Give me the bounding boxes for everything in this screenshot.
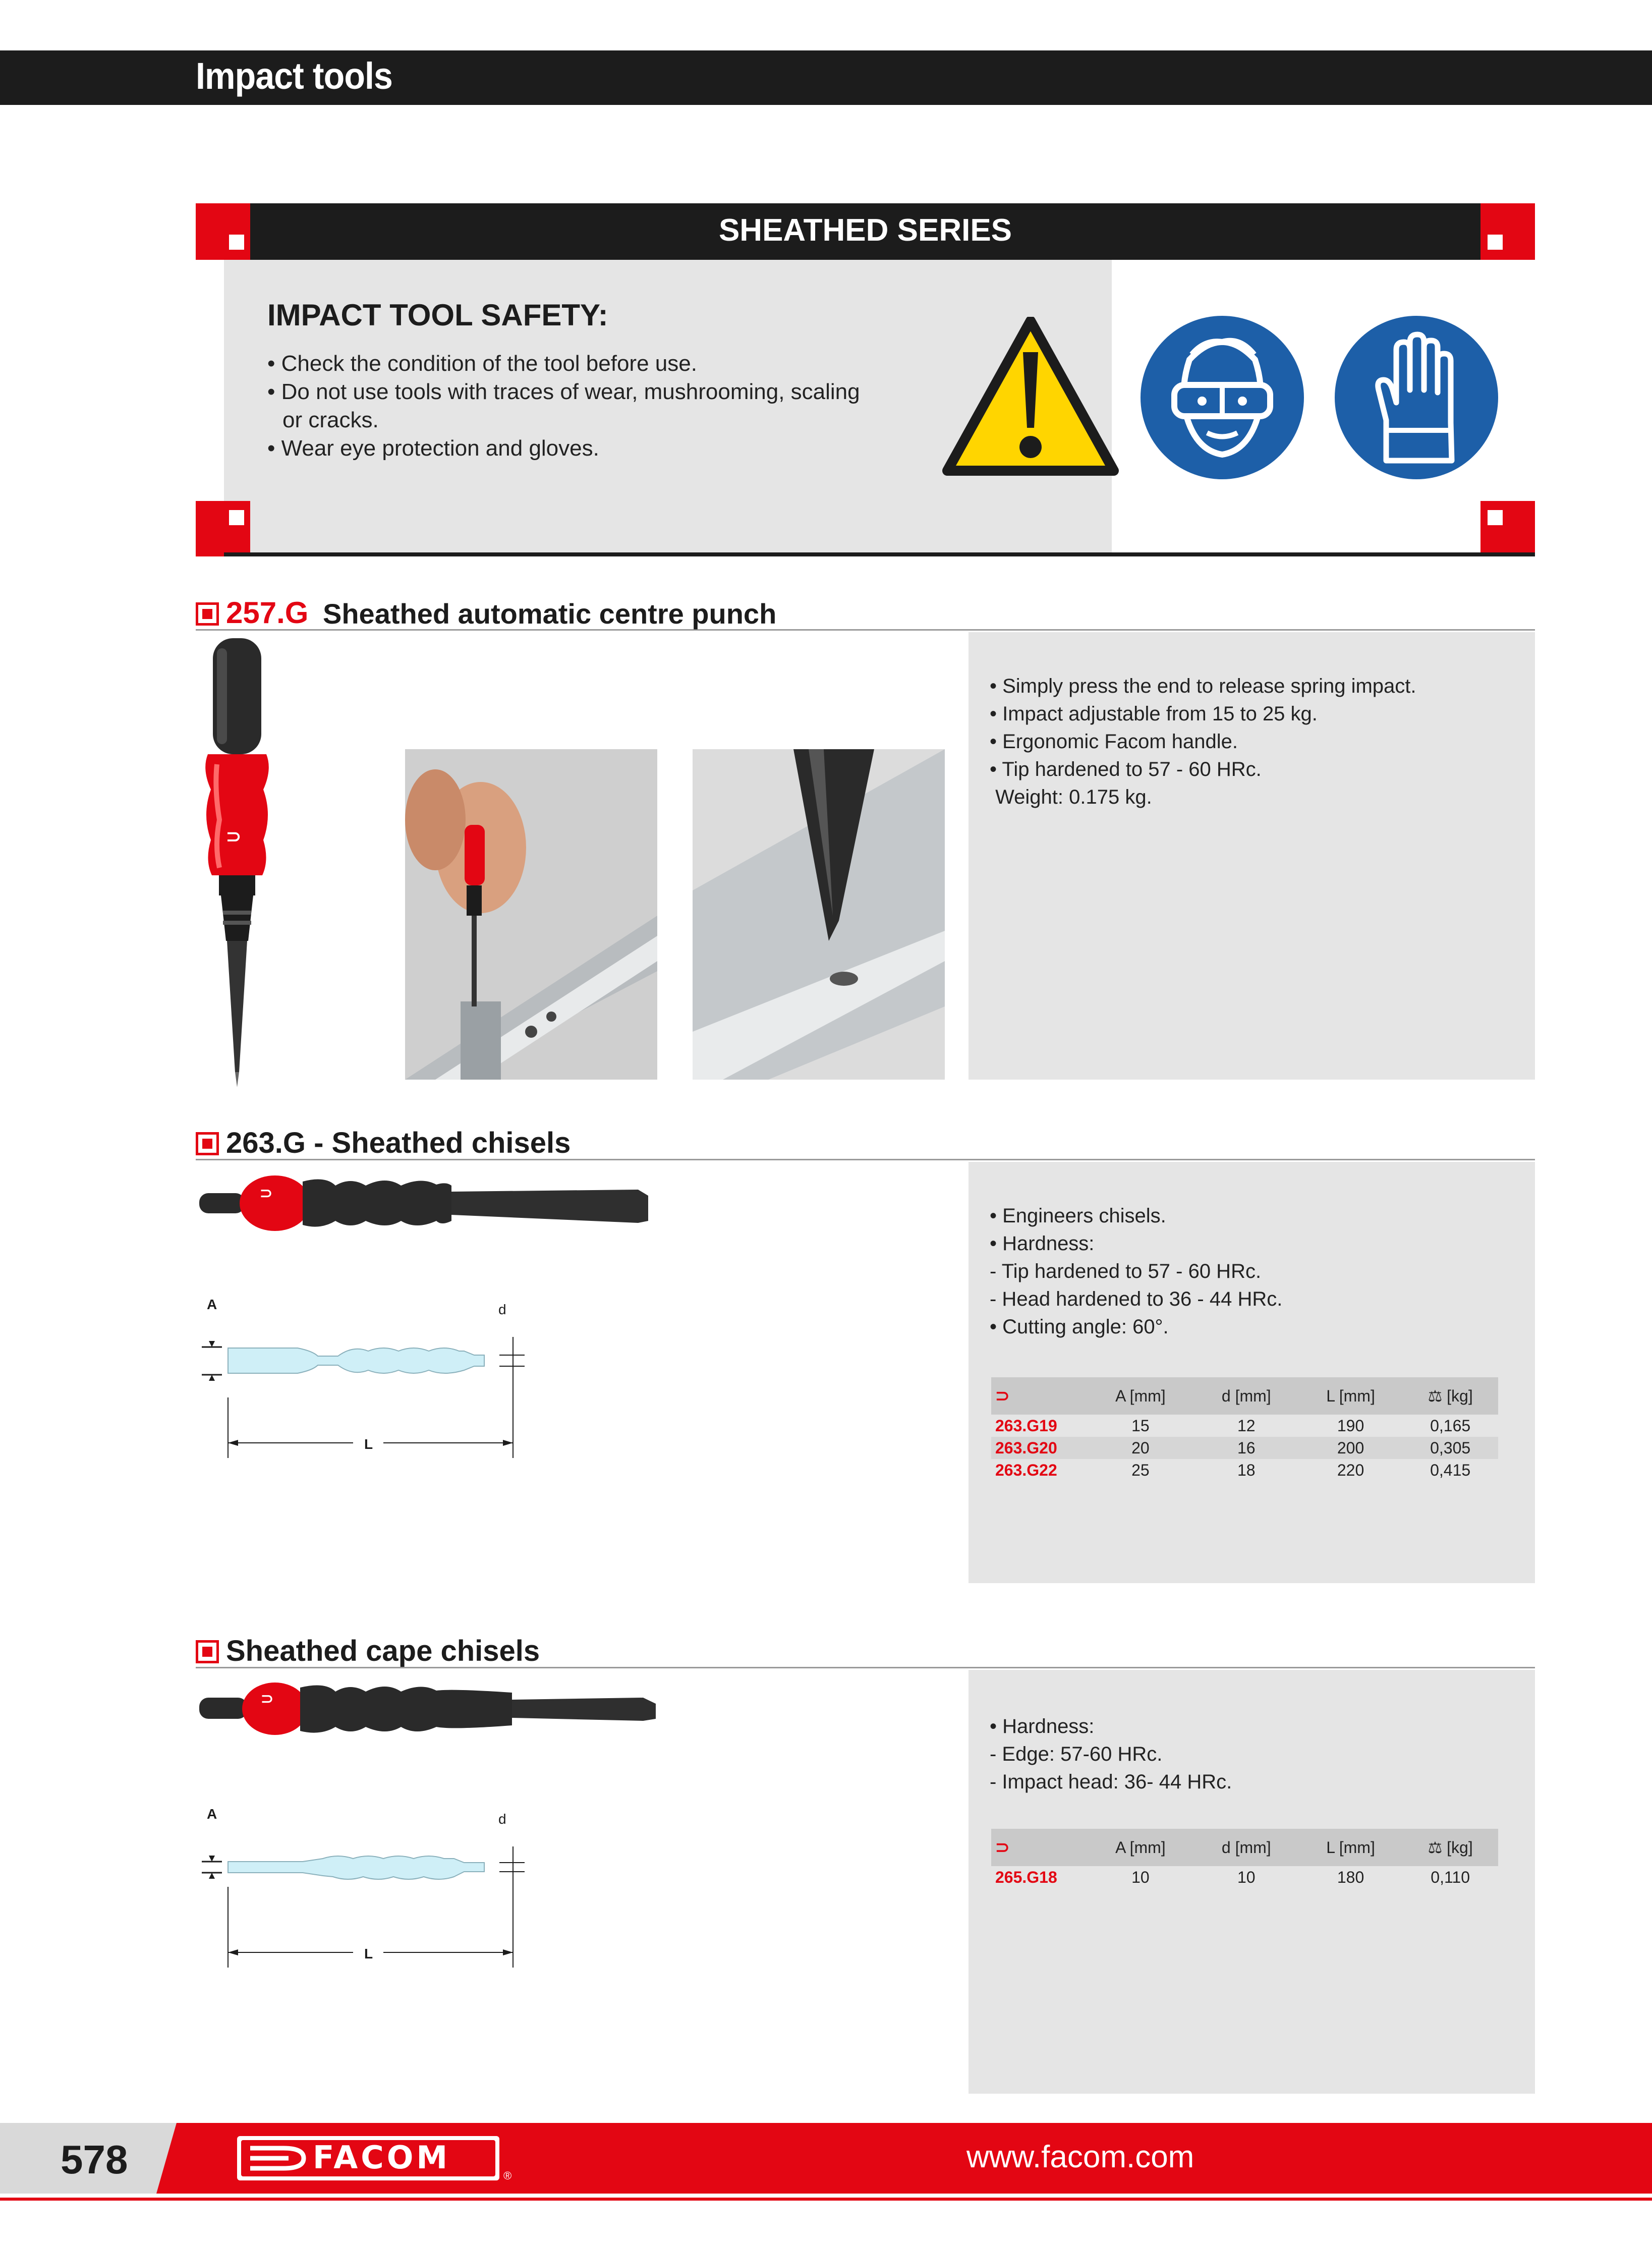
table-cell: 0,110: [1431, 1868, 1470, 1886]
desc-line: - Impact head: 36- 44 HRc.: [990, 1771, 1232, 1793]
cape-chisel-image: [199, 1677, 663, 1738]
facom-ref-icon: ⊃: [991, 1829, 1087, 1866]
table-cell: 12: [1237, 1416, 1256, 1435]
table-cell: 10: [1131, 1868, 1150, 1886]
punch-tip-photo: [693, 749, 945, 1080]
ref-cell: 263.G20: [991, 1437, 1087, 1459]
dim-label-a: A: [207, 1297, 217, 1312]
table-cell: 220: [1337, 1461, 1364, 1479]
desc-line: Weight: 0.175 kg.: [990, 786, 1152, 808]
product-code: 257.G: [226, 596, 309, 630]
desc-line: • Impact adjustable from 15 to 25 kg.: [990, 703, 1318, 725]
safety-box: [196, 203, 1535, 556]
weight-icon: ⚖: [1428, 1838, 1447, 1857]
desc-line: • Engineers chisels.: [990, 1205, 1166, 1227]
page-number: 578: [61, 2137, 128, 2182]
facom-mark-icon: [248, 2143, 309, 2173]
table-cell: 15: [1131, 1416, 1150, 1435]
safety-item: • Do not use tools with traces of wear, mushrooming, scaling or cracks.: [267, 379, 860, 432]
col-header: [kg]: [1447, 1838, 1473, 1857]
col-header: L [mm]: [1299, 1829, 1402, 1866]
desc-line: - Edge: 57-60 HRc.: [990, 1743, 1163, 1765]
centre-punch-image: [187, 638, 288, 1092]
brand-name: FACOM: [313, 2139, 451, 2176]
chisels-spec-table: [991, 1377, 1498, 1481]
desc-line: - Tip hardened to 57 - 60 HRc.: [990, 1260, 1262, 1282]
svg-text:⊃: ⊃: [261, 1691, 274, 1707]
corner-top-left: [196, 203, 250, 260]
table-row: [991, 1459, 1498, 1481]
safety-list: [267, 350, 873, 463]
table-cell: 25: [1131, 1461, 1150, 1479]
dim-label-d: d: [498, 1811, 506, 1827]
col-header: L [mm]: [1299, 1377, 1402, 1415]
dim-label-l: L: [364, 1946, 373, 1961]
facom-logo: [237, 2136, 512, 2182]
page-header: [0, 50, 1652, 105]
table-cell: 18: [1237, 1461, 1256, 1479]
product-name: Sheathed automatic centre punch: [323, 598, 777, 630]
series-banner: [196, 203, 1535, 260]
corner-top-right: [1480, 203, 1535, 260]
punch-in-use-photo: [405, 749, 657, 1080]
desc-line: • Ergonomic Facom handle.: [990, 731, 1238, 753]
col-header: d [mm]: [1194, 1829, 1299, 1866]
col-header: [kg]: [1447, 1387, 1473, 1405]
weight-icon: ⚖: [1428, 1387, 1447, 1405]
website-link[interactable]: www.facom.com: [966, 2140, 1194, 2174]
safety-heading: IMPACT TOOL SAFETY:: [267, 298, 608, 332]
page-title: Impact tools: [196, 55, 392, 97]
gloves-icon: [1333, 314, 1500, 481]
table-cell: 20: [1087, 1437, 1194, 1459]
col-header: A [mm]: [1087, 1829, 1194, 1866]
facom-ref-icon: ⊃: [991, 1377, 1087, 1415]
table-cell: 180: [1337, 1868, 1364, 1886]
footer-rule: [0, 2198, 1652, 2201]
table-cell: 0,415: [1430, 1461, 1471, 1479]
warning-icon: [942, 317, 1119, 478]
col-header-weight: [1402, 1377, 1498, 1415]
eye-protection-icon: [1139, 314, 1305, 481]
cape-spec-table: [991, 1829, 1498, 1888]
col-header: A [mm]: [1087, 1377, 1194, 1415]
section-marker-icon: [196, 1640, 219, 1663]
table-cell: 0,165: [1430, 1416, 1471, 1435]
desc-line: • Simply press the end to release spring impact.: [990, 675, 1416, 697]
section-marker-icon: [196, 1132, 219, 1155]
cape-chisel-dimension-diagram: [202, 1806, 530, 1973]
table-cell: 0,305: [1402, 1437, 1498, 1459]
table-row: [991, 1437, 1498, 1459]
col-header: d [mm]: [1194, 1377, 1299, 1415]
dim-label-l: L: [364, 1436, 373, 1452]
table-cell: 16: [1194, 1437, 1299, 1459]
punch-desc-panel: [969, 632, 1535, 1080]
section-name: Sheathed cape chisels: [226, 1635, 540, 1667]
ref-cell: 263.G19: [995, 1416, 1057, 1435]
safety-item: • Wear eye protection and gloves.: [267, 436, 599, 461]
section-title-chisels: [196, 1125, 1535, 1160]
section-title-punch: [196, 595, 1535, 631]
chisel-dimension-diagram: [202, 1297, 530, 1463]
cape-desc-panel: [969, 1670, 1535, 2094]
dim-label-d: d: [498, 1302, 506, 1317]
table-row: [991, 1415, 1498, 1437]
dim-label-a: A: [207, 1806, 217, 1822]
table-cell: 200: [1299, 1437, 1402, 1459]
chisels-desc-panel: [969, 1162, 1535, 1583]
desc-line: • Cutting angle: 60°.: [990, 1316, 1169, 1338]
ref-cell: 263.G22: [995, 1461, 1057, 1479]
section-marker-icon: [196, 602, 219, 626]
ref-cell: 265.G18: [995, 1868, 1057, 1886]
svg-text:⊃: ⊃: [260, 1185, 273, 1202]
svg-text:⊃: ⊃: [226, 826, 242, 847]
desc-line: • Hardness:: [990, 1232, 1095, 1255]
col-header-weight: [1402, 1829, 1498, 1866]
chisel-image: [199, 1170, 653, 1231]
series-banner-label: SHEATHED SERIES: [718, 213, 1012, 248]
safety-item: • Check the condition of the tool before use.: [267, 351, 697, 376]
desc-line: • Tip hardened to 57 - 60 HRc.: [990, 758, 1262, 780]
desc-line: • Hardness:: [990, 1715, 1095, 1737]
section-title-cape-chisels: [196, 1633, 1535, 1668]
table-cell: 190: [1337, 1416, 1364, 1435]
desc-line: - Head hardened to 36 - 44 HRc.: [990, 1288, 1283, 1310]
section-name: 263.G - Sheathed chisels: [226, 1127, 571, 1159]
registered-icon: ®: [503, 2169, 512, 2182]
table-row: [991, 1866, 1498, 1888]
table-cell: 10: [1237, 1868, 1256, 1886]
safety-bottom-rule: [224, 552, 1535, 556]
corner-bottom-right: [1480, 501, 1535, 556]
